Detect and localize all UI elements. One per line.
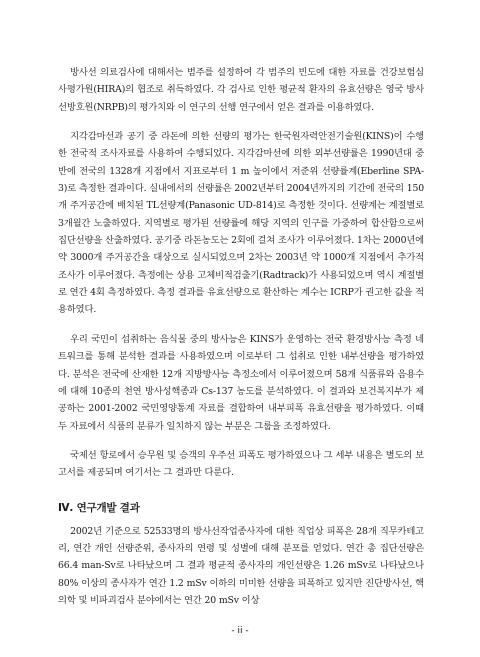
page-number: - ii - bbox=[231, 626, 249, 636]
paragraph-terrestrial-gamma-radon: 지각감마선과 공기 중 라돈에 의한 선량의 평가는 한국원자력안전기술원(KINS)이 수행한 전국적 조사자료를 사용하여 수행되었다. 지각감마선에 의한 외부선량률은 1990년대 중반에 전국의 1328개 지점에서 지표로부터 1 m 높이에서 저준위 선량률계(Eberline SPA-3)로 측정한 결과이다. 실내에서의 선량률은 2002년부터 2004년까지의 기간에 전국의 150개 주거공간에 배치된 TL선량계(Panasonic UD-814)로 측정한 것이다. 선량계는 계절별로 3개월간 노출하였다. 지역별로 평가된 선량률에 해당 지역의 인구를 가중하여 합산함으로써 집단선량을 산출하였다. 공기중 라돈농도는 2회에 걸쳐 조사가 이루어졌다. 1차는 2000년에 약 3000개 주거공간을 대상으로 실시되었으며 2차는 2003년 약 1000개 지점에서 추가적 조사가 이루어졌다. 측정에는 상용 고체비적검출기(Radtrack)가 사용되었으며 역시 계절별로 연간 4회 측정하였다. 측정 결과를 유효선량으로 환산하는 계수는 ICRP가 권고한 값을 적용하였다. bbox=[58, 131, 424, 316]
paragraph-medical-exams: 방사선 의료검사에 대해서는 범주를 설정하여 각 범주의 빈도에 대한 자료를 건강보험심사평가원(HIRA)의 협조로 취득하였다. 각 검사로 인한 평균적 환자의 유효선량은 영국 방사선방호원(NRPB)의 평가치와 이 연구의 선행 연구에서 얻은 결과를 이용하였다. bbox=[58, 67, 424, 113]
paragraph-cosmic-radiation: 국제선 항로에서 승무원 및 승객의 우주선 피폭도 평가하였으나 그 세부 내용은 별도의 보고서를 제공되며 여기서는 그 결과만 다룬다. bbox=[58, 449, 424, 479]
body-text bbox=[58, 64, 424, 621]
section-heading: Ⅳ. 연구개발 결과 bbox=[58, 501, 140, 514]
paragraph-results: 2002년 기준으로 52533명의 방사선작업종사자에 대한 직업상 피폭은 28개 직무카테고리, 연간 개인 선량준위, 종사자의 연령 및 성별에 대해 분포를 얻었다. 연간 총 집단선량은 66.4 man-Sv로 나타났으며 그 결과 평균적 종사자의 개인선량은 1.26 mSv로 나타났으나 80% 이상의 종사자가 연간 1.2 mSv 이하의 미미한 선량을 피폭하고 있지만 진단방사선, 핵의학 및 비파괴검사 분야에서는 연간 20 mSv 이상 bbox=[58, 525, 424, 606]
paragraph-food-radioactivity: 우리 국민이 섭취하는 음식물 중의 방사능은 KINS가 운영하는 전국 환경방사능 측정 네트워크를 통해 분석한 결과를 사용하였으며 이로부터 그 섭취로 인한 내부선량을 평가하였다. 분석은 전국에 산재한 12개 지방방사능 측정소에서 이루어졌으며 58개 식품류와 음용수에 대해 10종의 천연 방사성핵종과 Cs-137 농도를 분석하였다. 이 결과와 보건복지부가 제공하는 2001-2002 국민영양통계 자료를 결합하여 내부피폭 유효선량을 평가하였다. 이때 두 자료에서 식품의 분류가 일치하지 않는 부분은 그룹을 조정하였다. bbox=[58, 333, 424, 432]
